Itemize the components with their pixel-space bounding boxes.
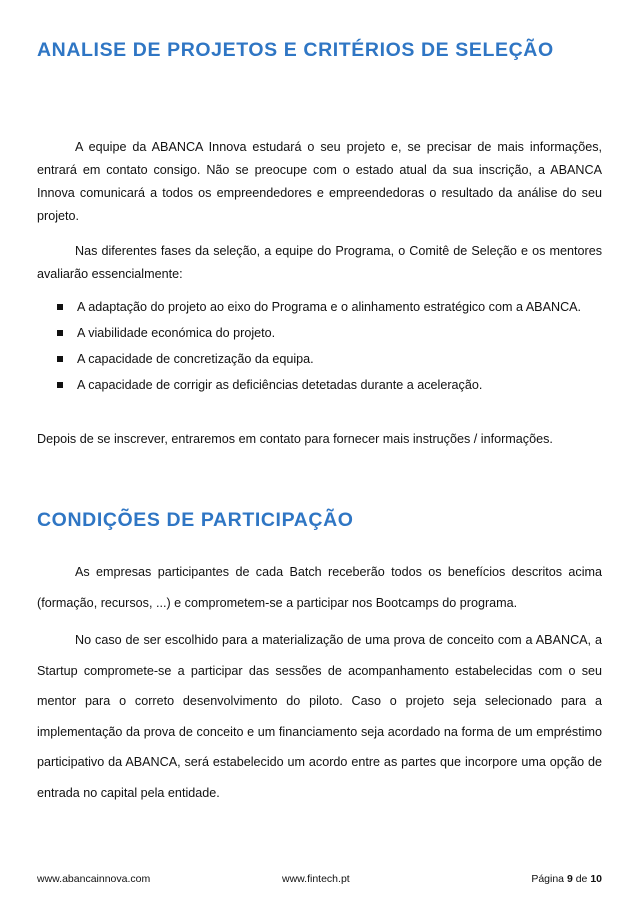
section-title-analise: ANALISE DE PROJETOS E CRITÉRIOS DE SELEÇÃO <box>37 39 554 61</box>
list-item: A adaptação do projeto ao eixo do Programa e o alinhamento estratégico com a ABANCA. <box>37 299 602 325</box>
bullet-square-icon <box>57 304 63 310</box>
list-item: A viabilidade económica do projeto. <box>37 325 602 351</box>
footer-link-abancainnova[interactable]: www.abancainnova.com <box>37 873 151 885</box>
paragraph-fases-selecao: Nas diferentes fases da seleção, a equipe do Programa, o Comitê de Seleção e os mentores avaliarão essencialmente: <box>37 244 602 281</box>
page-number: Página 9 de 10 <box>531 873 602 885</box>
list-item: A capacidade de concretização da equipa. <box>37 351 602 377</box>
footer-link-fintech[interactable]: www.fintech.pt <box>282 873 350 885</box>
paragraph-empresas-participantes: As empresas participantes de cada Batch receberão todos os benefícios descritos acima (formação, recursos, ...) e comprometem-se a participar nos Bootcamps do programa. <box>37 565 602 610</box>
bullet-square-icon <box>57 382 63 388</box>
list-item: A capacidade de corrigir as deficiências detetadas durante a aceleração. <box>37 377 602 403</box>
bullet-square-icon <box>57 330 63 336</box>
paragraph-prova-conceito: No caso de ser escolhido para a materialização de uma prova de conceito com a ABANCA, a Startup compromete-se a participar das sessões de acompanhamento estabelecidas com o seu mentor para o correto desenvolvimento do piloto. Caso o projeto seja selecionado para a implementação da prova de conceito e um financiamento seja acordado na forma de um empréstimo participativo da ABANCA, será estabelecido um acordo entre as partes que incorpore uma opção de entrada no capital pela entidade. <box>37 633 602 800</box>
page-footer <box>37 873 602 887</box>
paragraph-analise-intro: A equipe da ABANCA Innova estudará o seu projeto e, se precisar de mais informações, entrará em contato consigo. Não se preocupe com o estado atual da sua inscrição, a ABANCA Innova comunicará a todos os empreendedores e empreendedoras o resultado da análise do seu projeto. <box>37 140 602 223</box>
paragraph-depois-inscrever: Depois de se inscrever, entraremos em contato para fornecer mais instruções / informações. <box>37 432 553 446</box>
section-title-condicoes: CONDIÇÕES DE PARTICIPAÇÃO <box>37 509 354 531</box>
criteria-list <box>37 299 602 403</box>
bullet-square-icon <box>57 356 63 362</box>
